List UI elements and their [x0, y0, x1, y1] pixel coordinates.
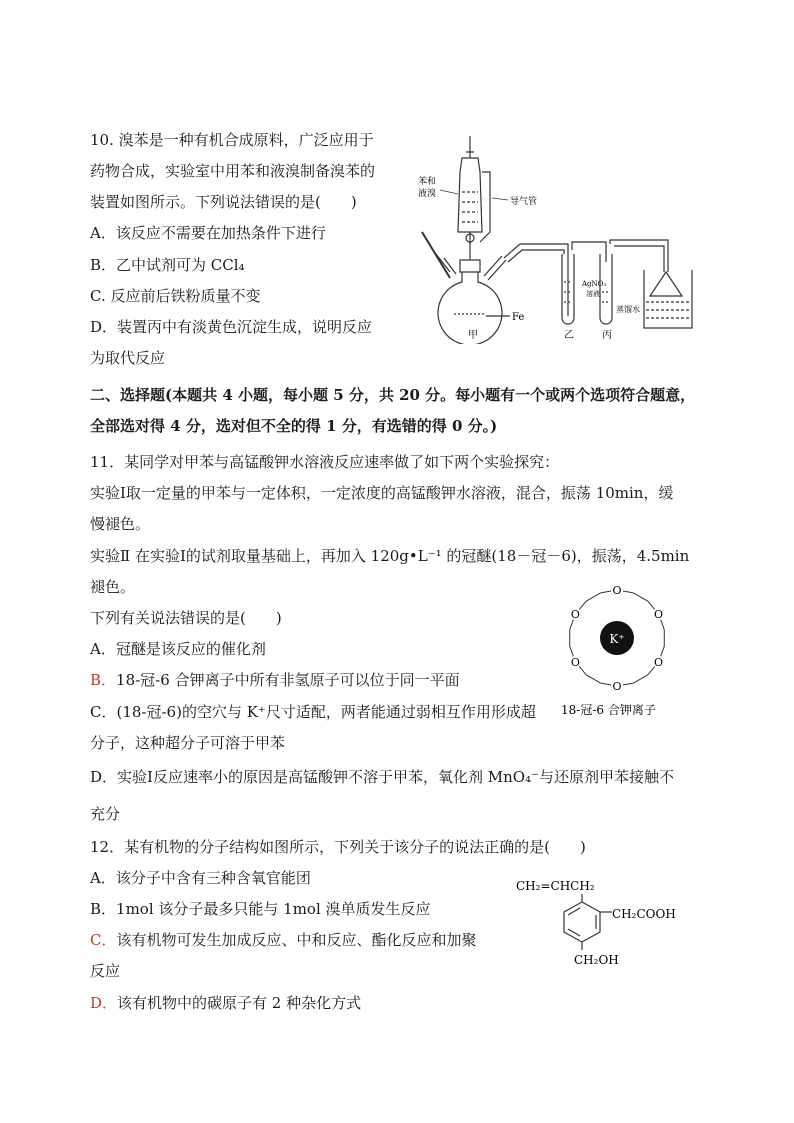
q10-option-a: A．该反应不需要在加热条件下进行 [90, 224, 326, 242]
crown-ether-oxygen: O [570, 608, 580, 621]
q11-option-d-line1: D．实验Ⅰ反应速率小的原因是高锰酸钾不溶于甲苯，氧化剂 MnO₄⁻与还原剂甲苯接触不 [90, 768, 674, 786]
label-benzene-1: 苯和 [418, 177, 437, 187]
label-agno3-1: AgNO₃ [582, 280, 607, 288]
q12-option-c-line1 [90, 930, 477, 950]
crown-ether-bond [586, 675, 600, 683]
crown-ether-bond [661, 646, 665, 656]
q12-option-d-text: 该有机物中的碳原子有 2 种杂化方式 [117, 994, 362, 1012]
crown-ether-bond [633, 593, 647, 601]
inverted-funnel [650, 272, 682, 296]
q11-crown-ether-figure [555, 582, 685, 722]
q12-option-c-letter: C． [90, 931, 117, 949]
gas-tube-1 [504, 244, 568, 258]
label-yi: 乙 [564, 330, 574, 341]
crown-ether-bond [601, 591, 612, 593]
label-fe: Fe [512, 312, 525, 323]
q12-stem: 12．某有机物的分子结构如图所示，下列关于该分子的说法正确的是( ) [90, 838, 586, 856]
crown-ether-bond [623, 683, 634, 685]
q11-exp1-line1: 实验Ⅰ取一定量的甲苯与一定体积，一定浓度的高锰酸钾水溶液，混合，振荡 10min，缓 [90, 484, 674, 502]
q11-exp2-line2: 褪色。 [90, 578, 136, 596]
q12-option-d [90, 993, 361, 1013]
q11-option-d-line2: 充分 [90, 805, 121, 823]
q11-option-c-line2: 分子，这种超分子可溶于甲苯 [90, 734, 286, 752]
q11-option-b-text: 18-冠-6 合钾离子中所有非氢原子可以位于同一平面 [116, 671, 460, 689]
benzene-ring [564, 894, 612, 950]
beaker-water [646, 302, 690, 318]
q11-ask: 下列有关说法错误的是( ) [90, 609, 282, 627]
structure-bottom-group: CH₂OH [574, 953, 619, 967]
q12-option-b: B．1mol 该分子最多只能与 1mol 溴单质发生反应 [90, 900, 431, 918]
q10-option-c: C. 反应前后铁粉质量不变 [90, 287, 261, 305]
crown-ether-bond [570, 620, 574, 630]
flask-stopper [460, 260, 480, 272]
crown-ether-oxygen: O [654, 656, 664, 669]
gas-tube-3 [610, 240, 668, 272]
crown-ether-caption: 18-冠-6 合钾离子 [561, 703, 656, 717]
bing-liquid [602, 292, 610, 302]
beaker [644, 270, 692, 328]
thermometer [422, 232, 450, 278]
label-tube: 导气管 [510, 197, 538, 207]
q12-option-a: A．该分子中含有三种含氧官能团 [90, 869, 311, 887]
crown-ether-bond [579, 667, 586, 675]
label-bing: 丙 [602, 330, 612, 341]
q11-option-a: A．冠醚是该反应的催化剂 [90, 640, 266, 658]
flask-right-neck [484, 256, 506, 280]
crown-ether-oxygen: O [612, 680, 622, 693]
q10-option-d-line2: 为取代反应 [90, 349, 166, 367]
crown-ether-bond [601, 683, 612, 685]
crown-ether-bond [570, 646, 574, 656]
q12-option-d-letter: D． [90, 994, 118, 1012]
label-agno3-2: 溶液 [586, 290, 600, 298]
q11-option-b-letter: B． [90, 671, 117, 689]
crown-ether-bond [586, 593, 600, 601]
structure-right-group: CH₂COOH [612, 907, 676, 921]
label-benzene-2: 液溴 [418, 189, 437, 199]
q10-stem-line3: 装置如图所示。下列说法错误的是( ) [90, 193, 357, 211]
q11-exp2-line1: 实验Ⅱ 在实验Ⅰ的试剂取量基础上，再加入 120g•L⁻¹ 的冠醚(18－冠－6)，振荡，4.5min [90, 547, 690, 565]
crown-ether-oxygen: O [570, 656, 580, 669]
crown-ether-bond [633, 675, 647, 683]
crown-ether-oxygen: O [612, 584, 622, 597]
q10-option-d-line1: D．装置丙中有淡黄色沉淀生成，说明反应 [90, 318, 373, 336]
section2-heading-line2: 全部选对得 4 分，选对但不全的得 1 分，有选错的得 0 分。) [90, 417, 498, 435]
q10-option-b: B．乙中试剂可为 CCl₄ [90, 256, 245, 274]
label-benzene-pointer [440, 190, 458, 194]
crown-ether-bond [579, 601, 586, 609]
crown-ether-oxygen: O [654, 608, 664, 621]
section2-heading-line1: 二、选择题(本题共 4 小题，每小题 5 分，共 20 分。每小题有一个或两个选项符合题意， [90, 386, 696, 404]
crown-ether-bond [661, 620, 665, 630]
test-tube-bing [600, 254, 612, 324]
q11-stem: 11．某同学对甲苯与高锰酸钾水溶液反应速率做了如下两个实验探究： [90, 453, 560, 471]
label-jia: 甲 [468, 330, 478, 341]
potassium-ion-label: K⁺ [609, 632, 625, 646]
label-tube-pointer [492, 198, 508, 200]
dropping-funnel [458, 158, 482, 232]
q12-option-c-line2: 反应 [90, 962, 121, 980]
crown-ether-bond [623, 591, 634, 593]
gas-tube-1-inner [508, 250, 564, 262]
structure-top-group: CH₂=CHCH₂ [516, 879, 595, 893]
q11-option-c-line1: C．(18-冠-6)的空穴与 K⁺尺寸适配，两者能通过弱相互作用形成超 [90, 703, 536, 721]
q12-option-c-text: 该有机物可发生加成反应、中和反应、酯化反应和加聚 [116, 931, 477, 949]
q11-exp1-line2: 慢褪色。 [90, 515, 151, 533]
q12-structure-figure [512, 874, 692, 974]
funnel-stopper [466, 136, 474, 158]
q10-stem-line1: 10. 溴苯是一种有机合成原料，广泛应用于 [90, 131, 374, 149]
q10-apparatus-figure [410, 132, 710, 344]
gas-tube-3-inner [614, 246, 664, 272]
q11-option-b [90, 670, 460, 690]
q10-stem-line2: 药物合成，实验室中用苯和液溴制备溴苯的 [90, 162, 376, 180]
label-water: 蒸馏水 [616, 305, 640, 314]
funnel-liquid [462, 192, 478, 222]
